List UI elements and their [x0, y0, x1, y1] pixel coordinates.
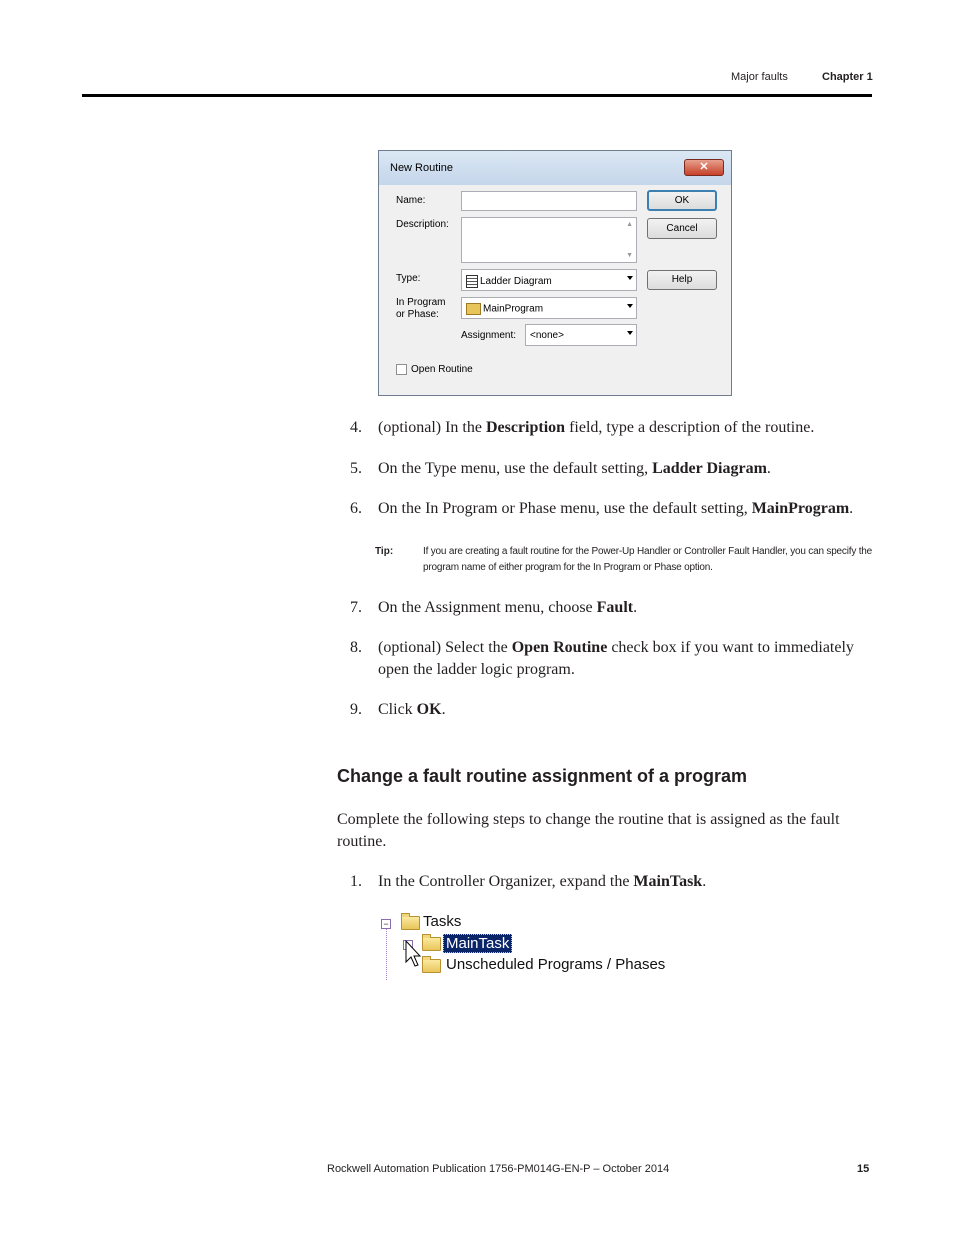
- ladder-diagram-icon: [466, 275, 478, 288]
- controller-organizer-tree: [380, 910, 690, 980]
- task-folder-icon: [422, 937, 441, 951]
- open-routine-checkbox[interactable]: [396, 364, 407, 375]
- type-label: Type:: [396, 273, 421, 284]
- header-chapter: Chapter 1: [822, 71, 873, 83]
- dialog-titlebar: [379, 151, 731, 185]
- new-routine-dialog: [378, 150, 732, 396]
- folder-icon: [401, 916, 420, 930]
- chevron-down-icon: [627, 331, 633, 335]
- name-field[interactable]: [461, 191, 637, 211]
- tip-text: If you are creating a fault routine for the Power-Up Handler or Controller Fault Handler, you can specify the program name of either program for the In Program or Phase option.: [423, 546, 872, 573]
- dialog-title: New Routine: [390, 162, 453, 174]
- assignment-select[interactable]: [525, 324, 637, 346]
- tree-item-tasks[interactable]: Tasks: [423, 913, 462, 930]
- footer-publication: Rockwell Automation Publication 1756-PM014G-EN-P – October 2014: [327, 1163, 670, 1175]
- type-select[interactable]: [461, 269, 637, 291]
- program-value: MainProgram: [483, 303, 544, 315]
- chevron-down-icon: [627, 304, 633, 308]
- folder-icon: [422, 959, 441, 973]
- header-section: Major faults: [731, 71, 788, 83]
- chevron-down-icon: [627, 276, 633, 280]
- section-intro: Complete the following steps to change the routine that is assigned as the fault routine.: [337, 811, 840, 850]
- close-icon[interactable]: ✕: [684, 159, 724, 176]
- ok-button[interactable]: OK: [647, 190, 717, 211]
- page-number: 15: [857, 1163, 870, 1175]
- assignment-value: <none>: [530, 330, 564, 341]
- open-routine-label: Open Routine: [411, 364, 473, 375]
- program-label: In Program or Phase:: [396, 297, 446, 320]
- header-rule: [82, 94, 872, 97]
- cancel-button[interactable]: Cancel: [647, 218, 717, 239]
- mouse-cursor-icon: [405, 940, 421, 968]
- type-value: Ladder Diagram: [480, 276, 552, 288]
- tip-label: Tip:: [375, 546, 394, 557]
- tree-item-unscheduled[interactable]: Unscheduled Programs / Phases: [446, 956, 666, 973]
- scroll-down-icon[interactable]: ▼: [626, 252, 633, 259]
- help-button[interactable]: Help: [647, 270, 717, 290]
- description-label: Description:: [396, 219, 449, 230]
- tree-item-maintask[interactable]: MainTask: [443, 934, 512, 953]
- collapse-icon[interactable]: −: [381, 919, 391, 929]
- program-folder-icon: [466, 303, 481, 315]
- program-select[interactable]: [461, 297, 637, 319]
- scroll-up-icon[interactable]: ▲: [626, 221, 633, 228]
- assignment-label: Assignment:: [461, 330, 517, 341]
- section-heading: Change a fault routine assignment of a program: [337, 766, 748, 786]
- name-label: Name:: [396, 195, 426, 206]
- description-field[interactable]: [461, 217, 637, 263]
- dialog-body: [385, 185, 725, 389]
